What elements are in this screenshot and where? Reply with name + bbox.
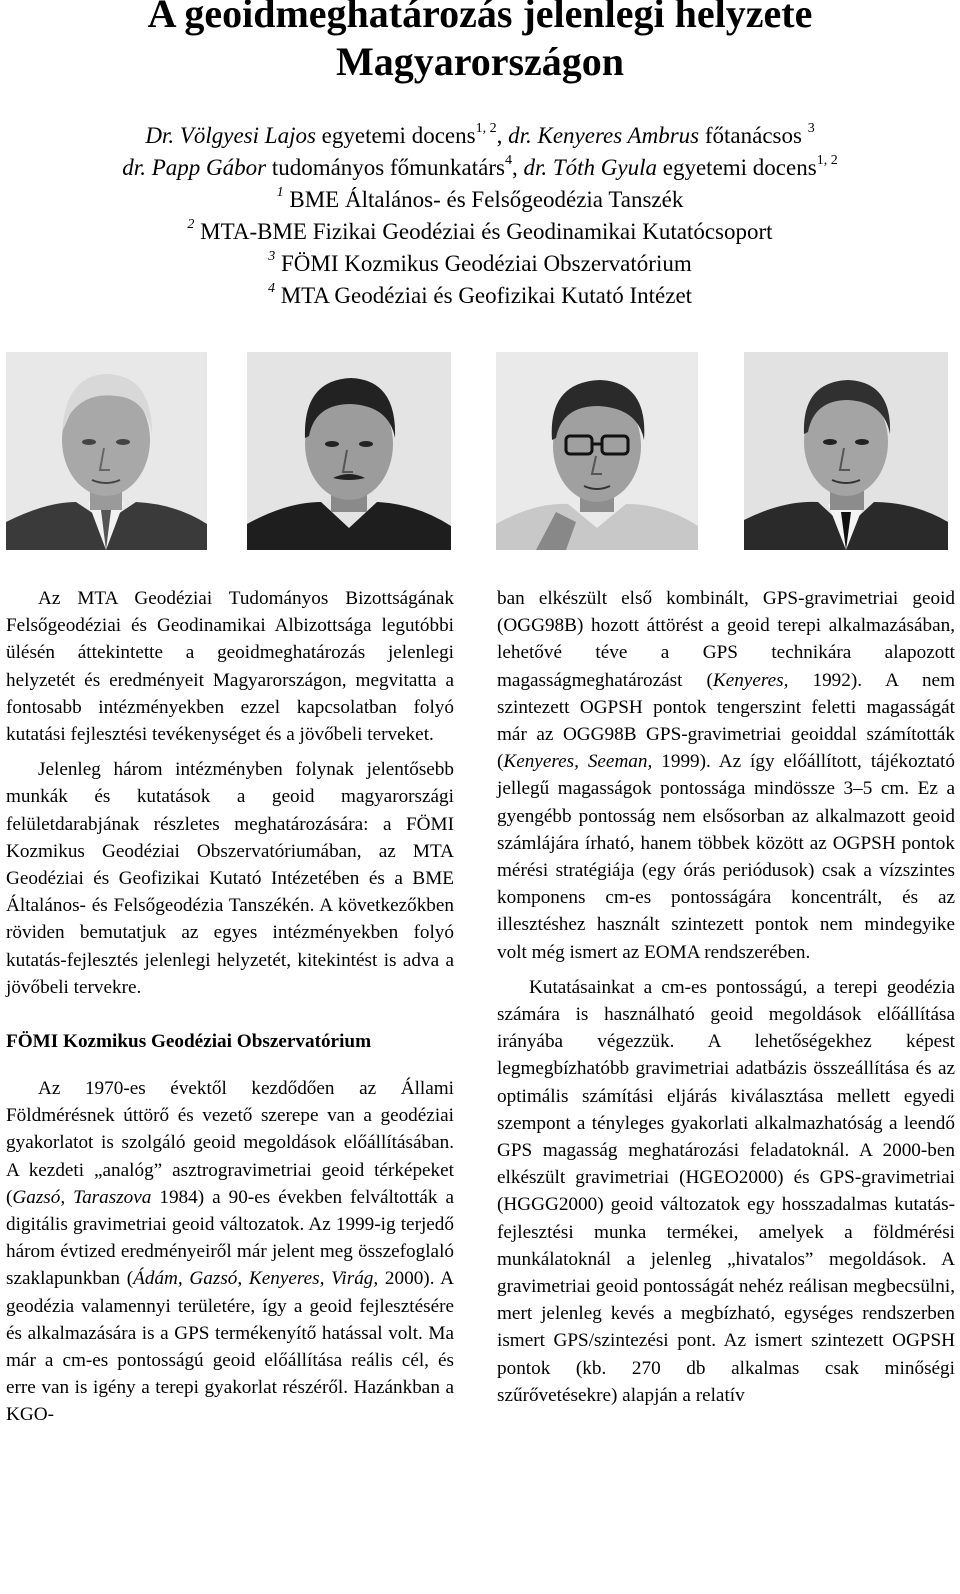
paragraph: Az 1970-es évektől kezdődően az Állami Földmérésnek úttörő és vezető szerepe van a geodéziai gyakorlatot is szolgáló geoid megoldások előállításában. A kezdeti „analóg” asztrogravimetriai geoid térképeket (Gazsó, Taraszova 1984) a 90-es években felváltották a digitális gravimetriai geoid változatok. Az 1999-ig terjedő három évtized eredményeiről már jelent meg összefoglaló szaklapunkban (Ádám, Gazsó, Kenyeres, Virág, 2000). A geodézia valamennyi területére, így a geoid fejlesztésére és alkalmazására is a GPS termékenyítő hatással volt. Ma már a cm-es pontosságú geoid előállítása reális cél, és erre van is igény a terepi gyakorlat részéről. Hazánkban a KGO-	[6, 1078, 455, 1426]
separator: ,	[511, 155, 524, 180]
affiliation-text: MTA-BME Fizikai Geodéziai és Geodinamikai Kutatócsoport	[194, 219, 773, 244]
left-column	[6, 585, 454, 1429]
affiliation-1	[0, 184, 960, 216]
paragraph: ban elkészült első kombinált, GPS-gravimetriai geoid (OGG98B) hozott áttörést a geoid terepi alkalmazásában, lehetővé téve a GPS technikára alapozott magasságmeghatározást (Kenyeres, 1992). A nem szintezett OGPSH pontok tengerszint feletti magasságát már az OGG98B GPS-gravimetriai geoiddal számították (Kenyeres, Seeman, 1999). Az így előállított, tájékoztató jellegű magasságok pontossága mindössze 3–5 cm. Ez a gyengébb pontosság nem elsősorban az alkalmazott geoid számlájára írható, hanem többek között az OGPSH pontok mérési stratégiája (egy órás periódusok) csak a vízszintes komponens cm-es pontosságára koncentrált, és az illesztéshez használt szintezett pontok nem mindegyike volt még ismert az EOMA rendszerében.	[497, 588, 955, 963]
affiliation-text: BME Általános- és Felsőgeodézia Tanszék	[283, 187, 684, 212]
portrait-image	[6, 352, 207, 550]
affiliation-3	[0, 248, 960, 280]
affiliation-number: 1	[276, 185, 284, 201]
paragraph: Jelenleg három intézményben folynak jelentősebb munkák és kutatások a geoid magyarországi felületdarabjának részletes meghatározására: a FÖMI Kozmikus Geodéziai Obszervatóriumában, az MTA Geodéziai és Geofizikai Kutató Intézetében és a BME Általános- és Felsőgeodézia Tanszékén. A következőkben röviden bemutatjuk az egyes intézményekben folyó kutatás-fejlesztés jelenlegi helyzetét, kitekintést is adva a jövőbeli tervekre.	[6, 759, 454, 998]
author-name: dr. Kenyeres Ambrus	[508, 123, 700, 148]
author-name: dr. Papp Gábor	[122, 155, 267, 180]
separator: ,	[496, 123, 509, 148]
author-role: tudományos főmunkatárs	[266, 155, 505, 180]
affiliation-ref: 3	[807, 121, 815, 137]
author-photos	[0, 352, 960, 550]
affiliation-number: 3	[268, 249, 276, 265]
citation: Ádám, Gazsó, Kenyeres, Virág,	[133, 1268, 379, 1290]
portrait-image	[247, 352, 451, 550]
affiliation-text: FÖMI Kozmikus Geodéziai Obszervatórium	[275, 251, 692, 276]
affiliation-ref: 1, 2	[475, 121, 497, 137]
author-photo-4	[744, 352, 948, 550]
paragraph: Az MTA Geodéziai Tudományos Bizottságának Felsőgeodéziai és Geodinamikai Albizottsága legutóbbi ülésén áttekintette a geoidmeghatározás jelenlegi helyzetét és eredményeit Magyarországon, megvitatta a fontosabb intézményekben ezzel kapcsolatban folyó kutatási fejlesztési tevékenységet és a jövőbeli terveket.	[6, 588, 454, 746]
affiliation-number: 4	[267, 281, 275, 297]
author-role: főtanácsos	[699, 123, 808, 148]
citation: Kenyeres, Seeman,	[503, 751, 653, 773]
citation: Kenyeres,	[712, 669, 789, 691]
affiliation-number: 2	[187, 217, 195, 233]
author-photo-3	[496, 352, 698, 550]
author-name: dr. Tóth Gyula	[523, 155, 658, 180]
author-line-2	[0, 152, 960, 184]
author-photo-2	[247, 352, 451, 550]
page-title: A geoidmeghatározás jelenlegi helyzete Magyarországon	[147, 0, 813, 84]
portrait-image	[496, 352, 698, 550]
citation: Gazsó, Taraszova	[12, 1186, 152, 1208]
right-column	[497, 585, 955, 1409]
section-heading: FÖMI Kozmikus Geodéziai Obszervatórium	[6, 1031, 372, 1053]
author-role: egyetemi docens	[315, 123, 476, 148]
author-photo-1	[6, 352, 207, 550]
affiliation-text: MTA Geodéziai és Geofizikai Kutató Intézet	[274, 283, 693, 308]
author-name: Dr. Völgyesi Lajos	[145, 123, 316, 148]
portrait-image	[744, 352, 948, 550]
affiliation-ref: 1, 2	[816, 153, 838, 169]
affiliation-2	[0, 216, 960, 248]
author-block	[0, 120, 960, 312]
author-role: egyetemi docens	[657, 155, 817, 180]
paragraph: Kutatásainkat a cm-es pontosságú, a terepi geodézia számára is használható geoid megoldások előállítása irányába végezzük. A lehetőségekhez képest legmegbízhatóbb gravimetriai adatbázis összeállítása és az optimális számítási eljárás kiválasztása mellett egyedi szempont a tényleges gyakorlati alkalmazhatóság a leendő GPS magasság meghatározási feladatoknál. A 2000-ben elkészült gravimetriai (HGEO2000) és GPS-gravimetriai (HGGG2000) geoid változatok egy hosszadalmas kutatás-fejlesztési munka termékei, amelyek a földmérési munkálatoknál a jelenleg „hivatalos” megoldások. A gravimetriai geoid pontosságát nehéz reálisan megbecsülni, mert jelenleg kevés a megbízható, egységes rendszerben ismert GPS/szintezési pont. Az ismert szintezett OGPSH pontok (kb. 270 db alkalmas csak minőségi szűrővetésekre) alapján a relatív	[497, 976, 955, 1406]
author-line-1	[0, 120, 960, 152]
affiliation-4	[0, 280, 960, 312]
affiliation-ref: 4	[504, 153, 512, 169]
